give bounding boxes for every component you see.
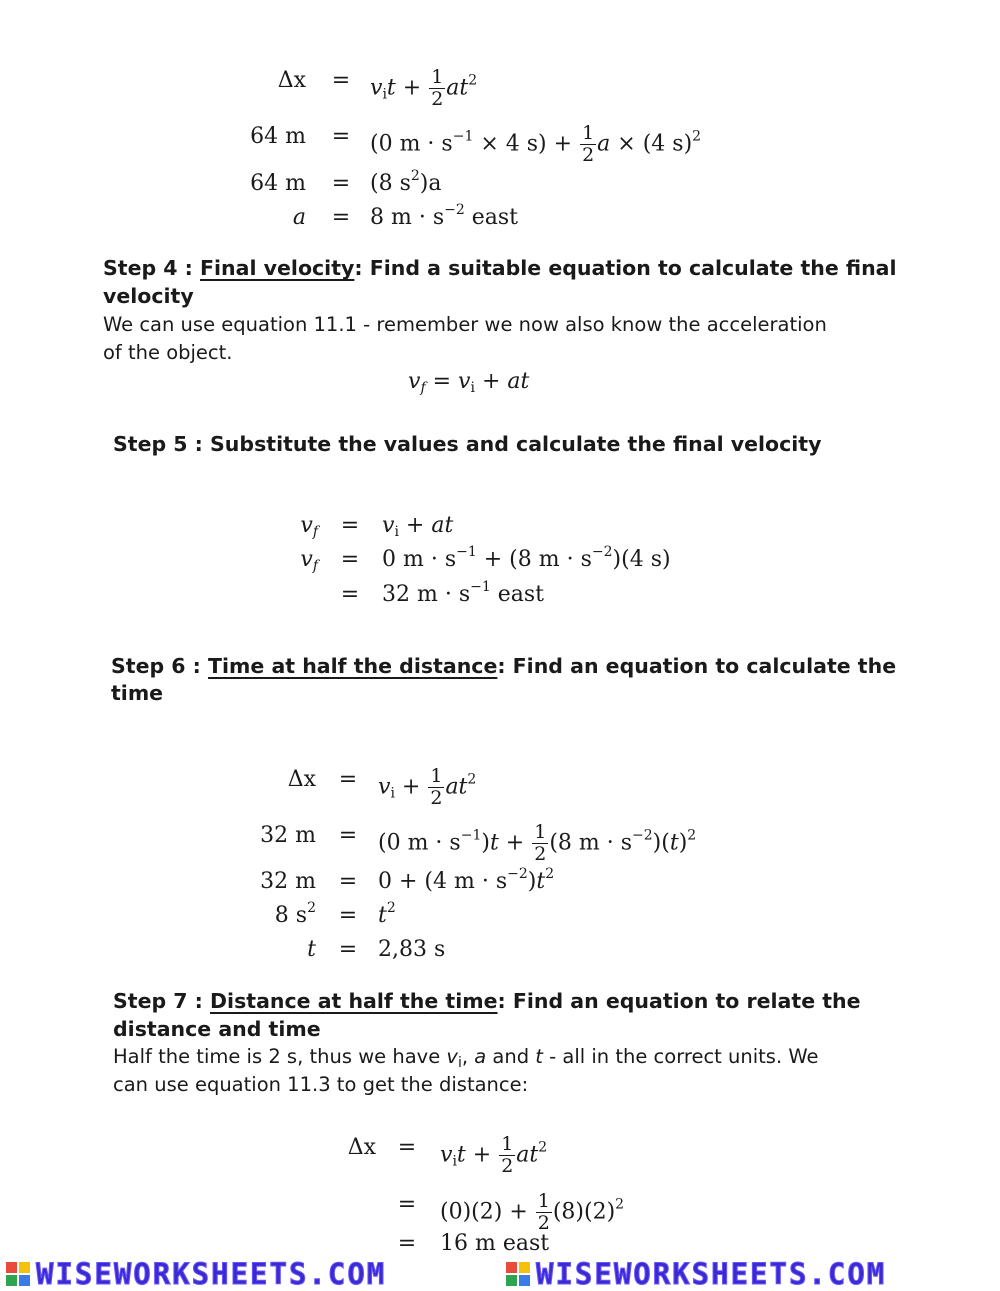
step6-heading-line2: time	[111, 681, 164, 705]
brand-text-2: WISEWORKSHEETS.COM	[536, 1257, 887, 1291]
eq1-rhs-3: (8 $s^2)a$	[370, 168, 442, 196]
step7-equals-2: =	[397, 1192, 417, 1217]
step7-equals-3: =	[397, 1231, 417, 1256]
equation-block-1	[240, 52, 740, 242]
logo-icon	[6, 1262, 30, 1286]
step6-equals-2: =	[338, 823, 358, 848]
eq1-rhs-1: $v_it$ + $\frac{1}{2}$ $at^2$	[370, 66, 478, 110]
step6-lhs-5: t	[307, 937, 316, 962]
step6-lhs-3: 32 m	[260, 869, 316, 894]
step4-equation: $v_f = v_i$ + at	[408, 369, 530, 396]
step6-lhs-4: 8 $s^2$	[274, 900, 316, 928]
step7-rhs-1: $v_it$ + $\frac{1}{2}$ $at^2$	[440, 1133, 548, 1177]
logo-square-3	[6, 1275, 17, 1286]
logo-square-1	[506, 1262, 517, 1273]
step6-lhs-1: Δx	[287, 767, 316, 792]
step6-title: Time at half the distance	[208, 654, 498, 678]
step6-lhs-2: 32 m	[260, 823, 316, 848]
logo-square-1	[6, 1262, 17, 1273]
step5-rhs-2: 0 $m \cdot s^{-1} + (8$ $m \cdot s^{-2})(4$ s)	[382, 544, 671, 572]
step5-rhs-1: $v_i$ + at	[382, 513, 454, 540]
step7-equation-block	[320, 1120, 720, 1255]
step5-heading	[113, 432, 821, 456]
step6-equals-5: =	[338, 937, 358, 962]
step5-equation-block	[280, 510, 700, 610]
brand-text-1: WISEWORKSHEETS.COM	[36, 1257, 387, 1291]
eq1-lhs-3: 64 m	[250, 171, 306, 196]
step7-body-line1: Half the time is 2 s, thus we have $v_i$, a and t - all in the correct units. We	[113, 1045, 819, 1071]
step7-equals-1: =	[397, 1135, 417, 1160]
step6-rhs-1: $v_i$ + $\frac{1}{2}$ $at^2$	[378, 765, 477, 809]
step5-lhs-1: $v_f$	[300, 513, 318, 540]
step5-equals-3: =	[340, 582, 360, 607]
step6-heading-rest: : Find an equation to calculate the	[497, 654, 897, 678]
step4-heading-line2: velocity	[103, 284, 194, 308]
step4-heading-rest: : Find a suitable equation to calculate the final	[354, 256, 897, 280]
step6-label: Step 6 :	[111, 654, 201, 678]
step4-body-line2: of the object.	[103, 341, 233, 364]
step7-rhs-3: 16 m east	[440, 1231, 550, 1256]
step6-rhs-2: (0 $m \cdot s^{-1})t$ + $\frac{1}{2}$ (8 $m \cdot s^{-2})(t)^2$	[378, 821, 697, 865]
step7-title: Distance at half the time	[210, 989, 498, 1013]
step7-heading	[113, 989, 861, 1013]
step7-body-line2: can use equation 11.3 to get the distance:	[113, 1073, 529, 1096]
eq1-equals-4: =	[331, 205, 351, 230]
step6-equals-1: =	[338, 767, 358, 792]
eq1-rhs-4: 8 $m \cdot s^{-2}$ east	[370, 202, 519, 230]
eq1-lhs-1: Δx	[277, 68, 306, 93]
step4-label: Step 4 :	[103, 256, 193, 280]
step4-body-line1: We can use equation 11.1 - remember we now also know the acceleration	[103, 313, 827, 336]
step7-label: Step 7 :	[113, 989, 203, 1013]
logo-square-4	[19, 1275, 30, 1286]
step6-rhs-5: 2,83 s	[378, 937, 446, 962]
logo-square-3	[506, 1275, 517, 1286]
step5-rhs-3: 32 $m \cdot s^{-1}$ east	[382, 579, 545, 607]
eq1-rhs-2: (0 $m \cdot s^{-1} \times 4$ s) + $\frac{1}{2}$ a × (4 s)$^2$	[370, 122, 702, 166]
footer-banner	[0, 1256, 1000, 1291]
step5-equals-2: =	[340, 547, 360, 572]
step5-lhs-2: $v_f$	[300, 547, 318, 574]
step6-heading	[111, 654, 896, 678]
step6-rhs-3: 0 + (4 $m \cdot s^{-2})t^2$	[378, 866, 555, 894]
step5-label: Step 5 :	[113, 432, 203, 456]
eq1-equals-1: =	[331, 68, 351, 93]
step4-title: Final velocity	[200, 256, 355, 280]
step6-equals-4: =	[338, 903, 358, 928]
step6-equals-3: =	[338, 869, 358, 894]
step6-rhs-4: $t^2$	[378, 900, 396, 928]
logo-square-2	[19, 1262, 30, 1273]
eq1-lhs-2: 64 m	[250, 124, 306, 149]
step5-equals-1: =	[340, 513, 360, 538]
eq1-equals-3: =	[331, 171, 351, 196]
step6-equation-block	[250, 752, 750, 967]
step7-heading-line2: distance and time	[113, 1017, 321, 1041]
step4-heading	[103, 256, 897, 280]
eq1-equals-2: =	[331, 124, 351, 149]
step7-heading-rest: : Find an equation to relate the	[497, 989, 861, 1013]
logo-icon	[506, 1262, 530, 1286]
step7-lhs-1: Δx	[347, 1135, 376, 1160]
eq1-lhs-4: a	[292, 205, 306, 230]
logo-square-2	[519, 1262, 530, 1273]
logo-square-4	[519, 1275, 530, 1286]
step7-rhs-2: (0)(2) + $\frac{1}{2}$ $(8)(2)^2$	[440, 1190, 625, 1234]
step5-heading-text: Substitute the values and calculate the final velocity	[210, 432, 822, 456]
